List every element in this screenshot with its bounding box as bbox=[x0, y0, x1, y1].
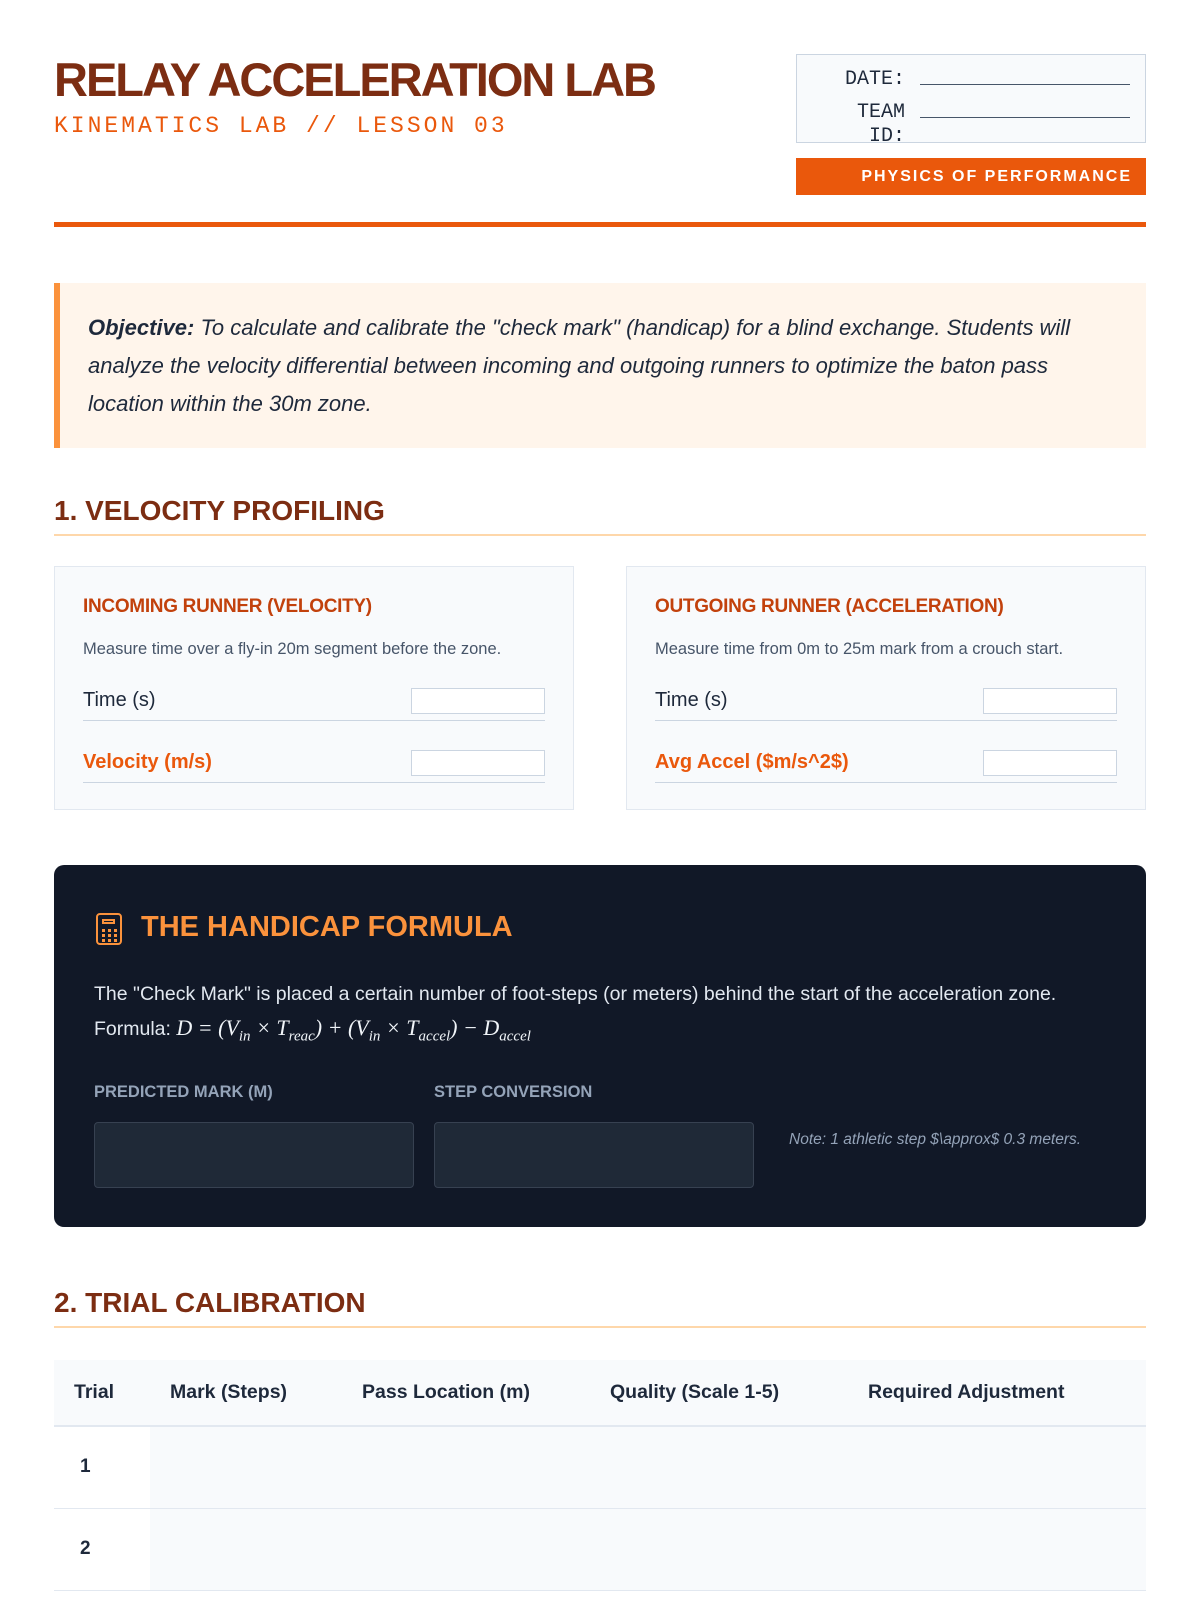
handicap-formula-panel bbox=[54, 865, 1146, 1227]
formula-description bbox=[94, 977, 1104, 1053]
quality-cell[interactable] bbox=[590, 1426, 848, 1508]
formula-title: THE HANDICAP FORMULA bbox=[141, 911, 513, 943]
predicted-mark-label: PREDICTED MARK (M) bbox=[94, 1083, 273, 1101]
section-trial-calibration-title: 2. TRIAL CALIBRATION bbox=[54, 1286, 1146, 1328]
mark-cell[interactable] bbox=[150, 1426, 342, 1508]
adjustment-cell[interactable] bbox=[848, 1508, 1146, 1590]
handicap-equation: $D = (V_{in} \times T_{reac}) + (V_{in} \times T_{accel}) - D_{accel}$ bbox=[176, 1015, 531, 1045]
column-header-quality: Quality (Scale 1-5) bbox=[590, 1360, 848, 1426]
adjustment-cell[interactable] bbox=[848, 1426, 1146, 1508]
team-row bbox=[811, 101, 905, 149]
page-title: RELAY ACCELERATION LAB bbox=[54, 53, 655, 106]
step-conversion-label: STEP CONVERSION bbox=[434, 1083, 593, 1101]
page-subtitle: KINEMATICS LAB // LESSON 03 bbox=[54, 113, 508, 139]
team-id-label: TEAM ID: bbox=[856, 101, 905, 148]
date-row bbox=[811, 68, 905, 92]
formula-intro: The "Check Mark" is placed a certain number of foot-steps (or meters) behind the start of the acceleration zone. Formula: bbox=[94, 983, 1057, 1040]
incoming-runner-title: INCOMING RUNNER (VELOCITY) bbox=[83, 596, 372, 617]
trial-calibration-table bbox=[54, 1360, 1146, 1591]
objective-callout bbox=[54, 283, 1146, 448]
calculator-icon bbox=[96, 913, 122, 945]
incoming-velocity-row bbox=[83, 739, 545, 783]
column-header-adjustment: Required Adjustment bbox=[848, 1360, 1146, 1426]
team-id-field[interactable] bbox=[920, 117, 1130, 118]
outgoing-accel-input[interactable] bbox=[983, 750, 1117, 776]
outgoing-time-label: Time (s) bbox=[655, 689, 728, 711]
category-badge: PHYSICS OF PERFORMANCE bbox=[796, 158, 1146, 195]
date-field[interactable] bbox=[920, 84, 1130, 85]
table-row bbox=[54, 1508, 1146, 1590]
outgoing-runner-description: Measure time from 0m to 25m mark from a crouch start. bbox=[655, 640, 1064, 658]
date-label: DATE: bbox=[844, 68, 905, 91]
lab-worksheet bbox=[54, 0, 1146, 1600]
objective-text bbox=[88, 309, 1116, 423]
outgoing-runner-title: OUTGOING RUNNER (ACCELERATION) bbox=[655, 596, 1004, 617]
objective-body: To calculate and calibrate the "check mark" (handicap) for a blind exchange. Students will analyze the velocity differential between incoming and outgoing runners to optimize the baton pass location within the 30m zone. bbox=[88, 315, 1071, 416]
header-divider bbox=[54, 222, 1146, 227]
column-header-pass-location: Pass Location (m) bbox=[342, 1360, 590, 1426]
column-header-trial: Trial bbox=[54, 1360, 150, 1426]
incoming-time-row bbox=[83, 677, 545, 721]
objective-label: Objective: bbox=[88, 315, 195, 340]
table-row bbox=[54, 1426, 1146, 1508]
incoming-time-input[interactable] bbox=[411, 688, 545, 714]
mark-cell[interactable] bbox=[150, 1508, 342, 1590]
trial-number: 2 bbox=[54, 1508, 150, 1590]
step-conversion-input[interactable] bbox=[434, 1122, 754, 1188]
step-note: Note: 1 athletic step $\approx$ 0.3 meters. bbox=[789, 1131, 1082, 1148]
pass-location-cell[interactable] bbox=[342, 1426, 590, 1508]
quality-cell[interactable] bbox=[590, 1508, 848, 1590]
incoming-velocity-input[interactable] bbox=[411, 750, 545, 776]
table-header-row bbox=[54, 1360, 1146, 1426]
outgoing-accel-label: Avg Accel ($m/s^2$) bbox=[655, 751, 849, 773]
incoming-runner-card bbox=[54, 566, 574, 810]
outgoing-time-input[interactable] bbox=[983, 688, 1117, 714]
incoming-time-label: Time (s) bbox=[83, 689, 156, 711]
incoming-runner-description: Measure time over a fly-in 20m segment before the zone. bbox=[83, 640, 502, 658]
predicted-mark-input[interactable] bbox=[94, 1122, 414, 1188]
outgoing-accel-row bbox=[655, 739, 1117, 783]
incoming-velocity-label: Velocity (m/s) bbox=[83, 751, 212, 773]
meta-box bbox=[796, 54, 1146, 148]
column-header-mark: Mark (Steps) bbox=[150, 1360, 342, 1426]
section-velocity-profiling-title: 1. VELOCITY PROFILING bbox=[54, 494, 1146, 536]
trial-number: 1 bbox=[54, 1426, 150, 1508]
pass-location-cell[interactable] bbox=[342, 1508, 590, 1590]
outgoing-time-row bbox=[655, 677, 1117, 721]
outgoing-runner-card bbox=[626, 566, 1146, 810]
